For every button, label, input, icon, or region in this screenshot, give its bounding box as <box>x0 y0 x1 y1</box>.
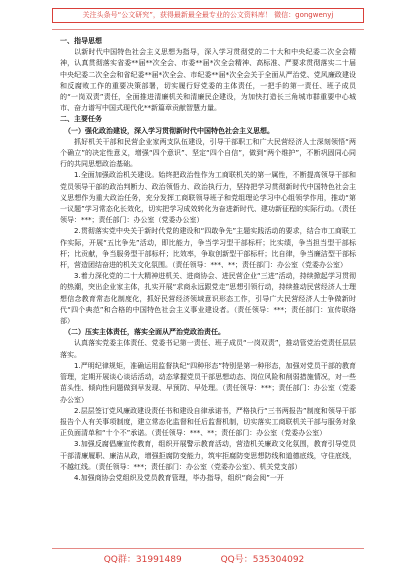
footer-divider <box>52 548 364 549</box>
subsection-heading: （二）压实主体责任，落实全面从严治党政治责任。 <box>64 328 225 337</box>
footer <box>0 552 408 568</box>
list-item: 2.层层签订党风廉政建设责任书和建设自律承诺书，严格执行“三书两报告”制度和领导干部报告个人有关事项制度，建立常态化监督和任后监督机制，切实落实工商联机关干部与服务对象正负面清单和“十个不”承诺。（责任领导：***、**；责任部门：办公室（党委办公室） <box>60 406 356 438</box>
footer-qq-number: QQ号：535304092 <box>220 555 305 565</box>
list-item: 3.着力深化党的二十大精神进机关、进商协会、进民营企业“三进”活动，持续掀起学习贯彻的热潮，突出企业家主体，扎实开展“求商永远跟党走”思想引领行动，持续推动民营经济人士理想信念教育常态化制度化，抓好民营经济领域意识形态工作，引导广大民营经济人士争做新时代“四个典范”和合格的中国特色社会主义事业建设者。（责任领导：***；责任部门：宣传联络部） <box>60 272 356 326</box>
document-body <box>60 36 356 541</box>
list-item: 1.严明纪律规矩，准确运用监督执纪“四种形态”特别是第一种形态，加强对党员干部的教育管理，定期开展谈心谈话活动，动态掌握党员干部思想动态、岗位风险和削弱措施情况，对一些苗头性、倾向性问题做到早发现、早预防、早处理。（责任领导：***；责任部门：办公室（党委办公室） <box>60 361 356 404</box>
footer-qq-group: QQ群：31991489 <box>103 555 182 565</box>
section-heading: 一、指导思想 <box>60 37 102 45</box>
header-divider <box>52 29 364 30</box>
paragraph: 以新时代中国特色社会主义思想为指导，深入学习贯彻党的二十大和中央纪委二次全会精神，认真贯彻落实省委**届**次全会、市委**届*次全会精神、高标准、严要求贯彻落实二十届中央纪委二次全会和省纪委**届*次全会、市纪委**届*次全会关于全面从严治党、党风廉政建设和反腐败工作的重要决策部署，切实履行好党委的主体责任，一把手的第一责任、班子成员的“一岗双责”责任，全面推进清廉机关和清廉民企建设，为加快打造长三角城市群重要中心城市、奋力谱写中国式现代化**新篇章贡献智慧力量。 <box>60 48 356 113</box>
list-item: 1.全面加强政治机关建设。始终把政治性作为工商联机关的第一属性，不断提高领导干部和党员领导干部的政治判断力、政治领悟力、政治执行力，坚持把学习贯彻新时代中国特色社会主义思想作为重大政治任务，充分发挥工商联领导班子和党组理论学习中心组领学作用，推动“第一议题”学习常态化长效化，切实把学习成效转化为奋进新时代、建功新征程的实际行动。（责任领导：***；责任部门：办公室（党委办公室） <box>60 171 356 225</box>
section-heading: 二、主要任务 <box>60 115 102 124</box>
paragraph: 抓好机关干部和民营企业家两支队伍建设，引导干部职工和广大民营经济人士深刻领悟“两个确立”的决定性意义，增强“四个意识”、坚定“四个自信”，做到“两个维护”，不断巩固同心同行的共同思想政治基础。 <box>60 137 356 169</box>
subsection-heading: （一）强化政治建设，深入学习贯彻新时代中国特色社会主义思想。 <box>64 126 274 135</box>
list-item: 3.加强反腐倡廉宣传教育，组织开展警示教育活动，营造机关廉政文化氛围，教育引导党员干部清廉履职、廉洁从政，增强拒腐防变能力，筑牢拒腐防变思想防线和道德底线，守住底线，不越红线。（责任领导：***；责任部门：办公室（党委办公室）、机关党支部） <box>60 440 356 471</box>
list-item: 2.贯彻落实党中央关于新时代党的建设和“四敢争先”主题实践活动的要求，结合市工商联工作实际，开展“五比争先”活动，即比能力，争当学习型干部标杆；比实绩，争当担当型干部标杆；比贡献，争当服务型干部标杆；比效率，争取创新型干部标杆；比自律，争当廉洁型干部标杆，营造团结奋进的机关文化氛围。（责任领导：***、**；责任部门：办公室（党委办公室） <box>60 227 356 270</box>
header-banner: 关注头条号“公文研究”，获得最新最全最专业的公文资料库！ 微信：gongwenyj <box>52 8 364 23</box>
list-item: 4.加强商协会党组织及党员教育管理，毕办指导，组织“商会阅”一开 <box>74 473 284 482</box>
paragraph: 认真落实党委主体责任、党委书记第一责任、班子成员“一岗双责”，推动管党治党责任层层落实。 <box>60 339 356 359</box>
